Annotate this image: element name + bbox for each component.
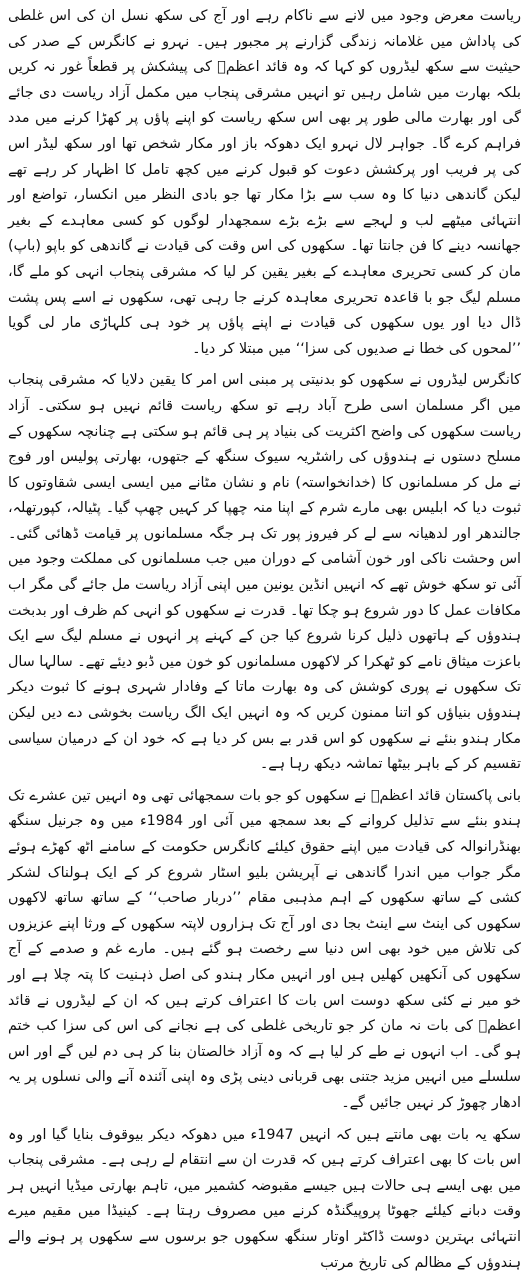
article-paragraph-4: سکھ یہ بات بھی مانتے ہیں کہ انہیں 1947ء میں دھوکہ دیکر بیوقوف بنایا گیا اور وہ اس بات کا بھی اعتراف کرتے ہیں کہ قدرت ان سے انتقام لے رہی ہے۔ مشرقی پنجاب میں بھی ایسے ہی حالات ہیں جیسے مقبوضہ کشمیر میں، تاہم بھارتی میڈیا انہیں ہر وقت دبانے کیلئے جھوٹا پروپیگنڈہ کرنے میں مصروف رہتا ہے۔ کینیڈا میں مقیم میرے انتہائی بہترین دوست ڈاکٹر اوتار سنگھ سکھوں جو برسوں سے سکھوں پر ہونے والے ہندوؤں کے مظالم کی تاریخ مرتب (8, 1126, 521, 1271)
article-paragraph-3: بانی پاکستان قائد اعظمؒ نے سکھوں کو جو بات سمجھائی تھی وہ انہیں تین عشرے تک ہندو بنئے سے تذلیل کروانے کے بعد سمجھ میں آئی اور 1984ء میں وہ جرنیل سنگھ بھنڈرانوالہ کی قیادت میں اپنے حقوق کیلئے کانگرس حکومت کے سامنے اٹھ کھڑے ہوئے مگر جواب میں اندرا گاندھی نے آپریشن بلیو اسٹار شروع کر کے ایک ہولناک لشکر کشی کے ساتھ سکھوں کے اہم مذہبی مقام ’’دربار صاحب‘‘ کے ساتھ ساتھ لاکھوں سکھوں کی اینٹ سے اینٹ بجا دی اور آج تک ہزاروں لاپتہ سکھوں کے ورثا اپنے عزیزوں کی تلاش میں خود بھی اس دنیا سے رخصت ہو گئے ہیں۔ مارے غم و صدمے کے آج سکھوں کی آنکھیں کھلیں ہیں اور انہیں مکار ہندو کی اصل ذہنیت کا پتہ چلا ہے اور خو میر نے کئی سکھ دوست اس بات کا اعتراف کرتے ہیں کہ ان کے لیڈروں نے قائد اعظمؒ کی بات نہ مان کر جو تاریخی غلطی کی ہے نجانے کی اس کی سزا کب ختم ہو گی۔ اب انہوں نے طے کر لیا ہے کہ وہ آزاد خالصتان بنا کر ہی دم لیں گے اور اس سلسلے میں انہیں مزید جتنی بھی قربانی دینی پڑی وہ اپنی آئندہ آنے والی نسلوں پر یہ ادھار چھوڑ کر نہیں جائیں گے۔ (8, 787, 522, 1111)
article-paragraph-2: کانگرس لیڈروں نے سکھوں کو بدنیتی پر مبنی اس امر کا یقین دلایا کہ مشرقی پنجاب میں اگر مسلمان اسی طرح آباد رہے تو سکھ ریاست قائم نہیں ہو سکتی۔ آزاد ریاست سکھوں کی واضح اکثریت کی بنیاد پر ہی قائم ہو سکتی ہے چنانچہ سکھوں کے مسلح دستوں نے ہندوؤں کی راشٹریہ سیوک سنگھ کے جتھوں، بھارتی پولیس اور فوج نے مل کر مسلمانوں کا (خدانخواستہ) نام و نشان مٹانے میں ایسی ایسی شقاوتوں کا ثبوت دیا کہ ابلیس بھی مارے شرم کے اپنا منہ چھپا کر کہیں چھپ گیا۔ پٹیالہ، کپورتھلہ، جالندھر اور لدھیانہ سے لے کر فیروز پور تک ہر جگہ مسلمانوں پر قیامت ڈھائی گئی۔ اس وحشت ناکی اور خون آشامی کے دوران میں جب مسلمانوں کی مملکت وجود میں آئی تو سکھ خوش تھے کہ انہیں انڈین یونین میں اپنی آزاد ریاست مل جائے گی مگر اب مکافات عمل کا دور شروع ہو چکا تھا۔ قدرت نے سکھوں کو انہی کم ظرف اور بدبخت ہندوؤں کے ہاتھوں ذلیل کرنا شروع کیا جن کے کہنے پر انہوں نے مسلم لیگ سے ایک باعزت میثاق نامے کو ٹھکرا کر لاکھوں مسلمانوں کو خون میں ڈبو دیئے تھے۔ سالہا سال تک سکھوں نے پوری کوشش کی وہ بھارت ماتا کے وفادار شہری ہونے کا ثبوت دیکر ہندوؤں بنیاؤں کو اتنا ممنون کریں کہ وہ انہیں ایک الگ ریاست بخوشی دے دیں لیکن مکار ہندو بنئے نے سکھوں کو اس قدر بے بس کر دیا ہے کہ خود ان کے درمیان سیاسی تقسیم کر کے باہر بیٹھا تماشہ دیکھ رہا ہے۔ (8, 372, 521, 773)
article-paragraph-1: ریاست معرض وجود میں لانے سے ناکام رہے اور آج کی سکھ نسل ان کی اس غلطی کی پاداش میں غلامانہ زندگی گزارنے پر مجبور ہیں۔ نہرو نے کانگرس کے صدر کی حیثیت سے سکھ لیڈروں کو کہا کہ وہ قائد اعظمؒ کی پیشکش پر قطعاً غور نہ کریں بلکہ بھارت میں شامل رہیں تو انہیں مشرقی پنجاب میں مکمل آزاد ریاست دی جائے گی اور بھارت مالی طور پر بھی اس سکھ ریاست کو اپنے پاؤں پر کھڑا کرنے میں مدد فراہم کرے گا۔ جواہر لال نہرو ایک دھوکہ باز اور مکار شخص تھا اور سکھ لیڈر اس کی پر فریب اور پرکشش دعوت کو قبول کرنے میں کچھ تامل کا اظہار کر رہے تھے لیکن گاندھی دنیا کا وہ سب سے بڑا مکار تھا جو بادی النظر میں انکسار، تواضع اور انتہائی میٹھے لب و لہجے سے بڑے بڑے سمجھدار لوگوں کو کسی معاہدے کے بغیر جھانسہ دینے کا فن جانتا تھا۔ سکھوں کی اس وقت کی قیادت نے گاندھی کو باپو (باپ) مان کر کسی تحریری معاہدے کے بغیر یقین کر لیا کہ مشرقی پنجاب انہی کو ملے گا، مسلم لیگ جو با قاعدہ تحریری معاہدہ کرنے جا رہی تھی، سکھوں نے اسے پس پشت ڈال دیا اور یوں سکھوں کی قیادت نے اپنے پاؤں پر خود ہی کلہاڑی مار لی گویا ’’لمحوں کی خطا نے صدیوں کی سزا‘‘ میں مبتلا کر دیا۔ (8, 8, 521, 357)
